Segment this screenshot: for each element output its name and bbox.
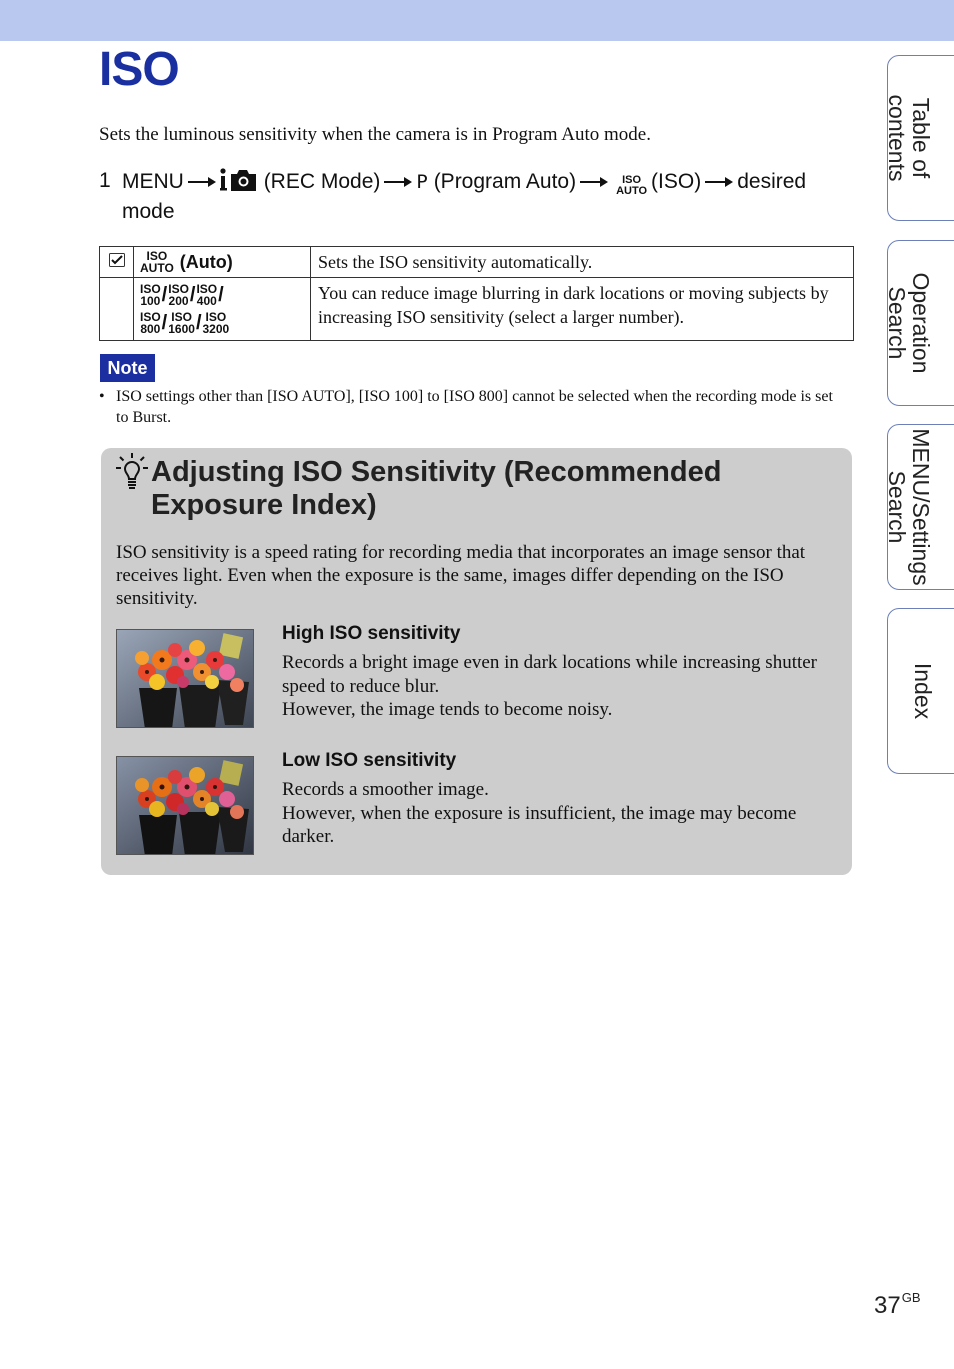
menu-step [99, 166, 859, 226]
tab-table-of-contents[interactable]: Table of contents [887, 55, 954, 221]
iso-100-icon: ISO 100 [140, 282, 161, 308]
iso-800-icon: ISO 800 [140, 310, 161, 337]
tip-title: Adjusting ISO Sensitivity (Recommended Exposure Index) [151, 456, 722, 521]
iso-200-icon: ISO 200 [168, 282, 189, 308]
iso-auto-icon: ISO AUTO [140, 249, 174, 275]
intelligent-auto-camera-icon [220, 166, 258, 192]
iso-auto-icon: ISO AUTO [616, 174, 648, 197]
arrow-right-icon [384, 176, 412, 188]
menu-label: MENU [122, 170, 184, 193]
header-bar [0, 0, 954, 41]
high-iso-section [282, 622, 842, 722]
tab-menu-settings-search[interactable]: MENU/Settings Search [887, 424, 954, 590]
program-p-icon: P [416, 171, 428, 193]
arrow-right-icon [705, 176, 733, 188]
arrow-right-icon [580, 176, 608, 188]
tab-operation-search[interactable]: Operation Search [887, 240, 954, 406]
low-iso-section [282, 749, 842, 849]
iso-400-icon: ISO 400 [196, 282, 218, 308]
program-auto-label: (Program Auto) [433, 170, 577, 193]
high-iso-line1: Records a bright image even in dark locations while increasing shutter speed to reduce blur. [282, 652, 818, 697]
option-description: You can reduce image blurring in dark locations or moving subjects by increasing ISO sensitivity (select a larger number). [311, 278, 854, 341]
page-title: ISO [99, 43, 179, 96]
desired-mode-label: desired mode [122, 170, 807, 223]
low-iso-sample-photo [116, 756, 254, 855]
table-row [100, 278, 854, 341]
rec-mode-label: (REC Mode) [263, 170, 381, 193]
low-iso-heading: Low ISO sensitivity [282, 750, 457, 771]
empty-marker-cell [100, 278, 134, 341]
note-text [99, 386, 839, 428]
page-number: $37^{GB}$ [874, 1290, 921, 1319]
auto-label: (Auto) [179, 251, 233, 272]
high-iso-sample-photo [116, 629, 254, 728]
tab-index[interactable]: Index [887, 608, 954, 774]
bullet: • [99, 388, 105, 405]
high-iso-line2: However, the image tends to become noisy. [282, 699, 613, 720]
tip-body: ISO sensitivity is a speed rating for recording media that incorporates an image sensor that receives light. Even when the exposure is the same, images differ depending on the ISO sensitivity. [116, 542, 806, 609]
tip-box [101, 448, 852, 875]
option-description: Sets the ISO sensitivity automatically. [311, 247, 854, 278]
step-number: 1 [99, 169, 111, 192]
check-icon [108, 252, 126, 268]
note-body: ISO settings other than [ISO AUTO], [ISO 100] to [ISO 800] cannot be selected when the recording mode is set to Burst. [116, 388, 833, 426]
note-badge: Note [100, 354, 155, 382]
iso-label: (ISO) [651, 170, 702, 193]
table-row [100, 247, 854, 278]
lightbulb-icon [115, 452, 149, 492]
intro-text: Sets the luminous sensitivity when the camera is in Program Auto mode. [99, 124, 651, 145]
iso-settings-table [99, 246, 854, 341]
default-marker-cell [100, 247, 134, 278]
iso-auto-option [134, 247, 311, 278]
high-iso-heading: High ISO sensitivity [282, 623, 461, 644]
iso-3200-icon: ISO 3200 [202, 310, 230, 337]
arrow-right-icon [188, 176, 216, 188]
low-iso-line1: Records a smoother image. [282, 779, 489, 800]
iso-values-option: ISO 100 / ISO 200 / ISO 400 / ISO 800 / ISO 1600 / ISO 3200 [134, 278, 311, 341]
low-iso-line2: However, when the exposure is insufficient, the image may become darker. [282, 802, 797, 847]
iso-1600-icon: ISO 1600 [168, 310, 195, 337]
